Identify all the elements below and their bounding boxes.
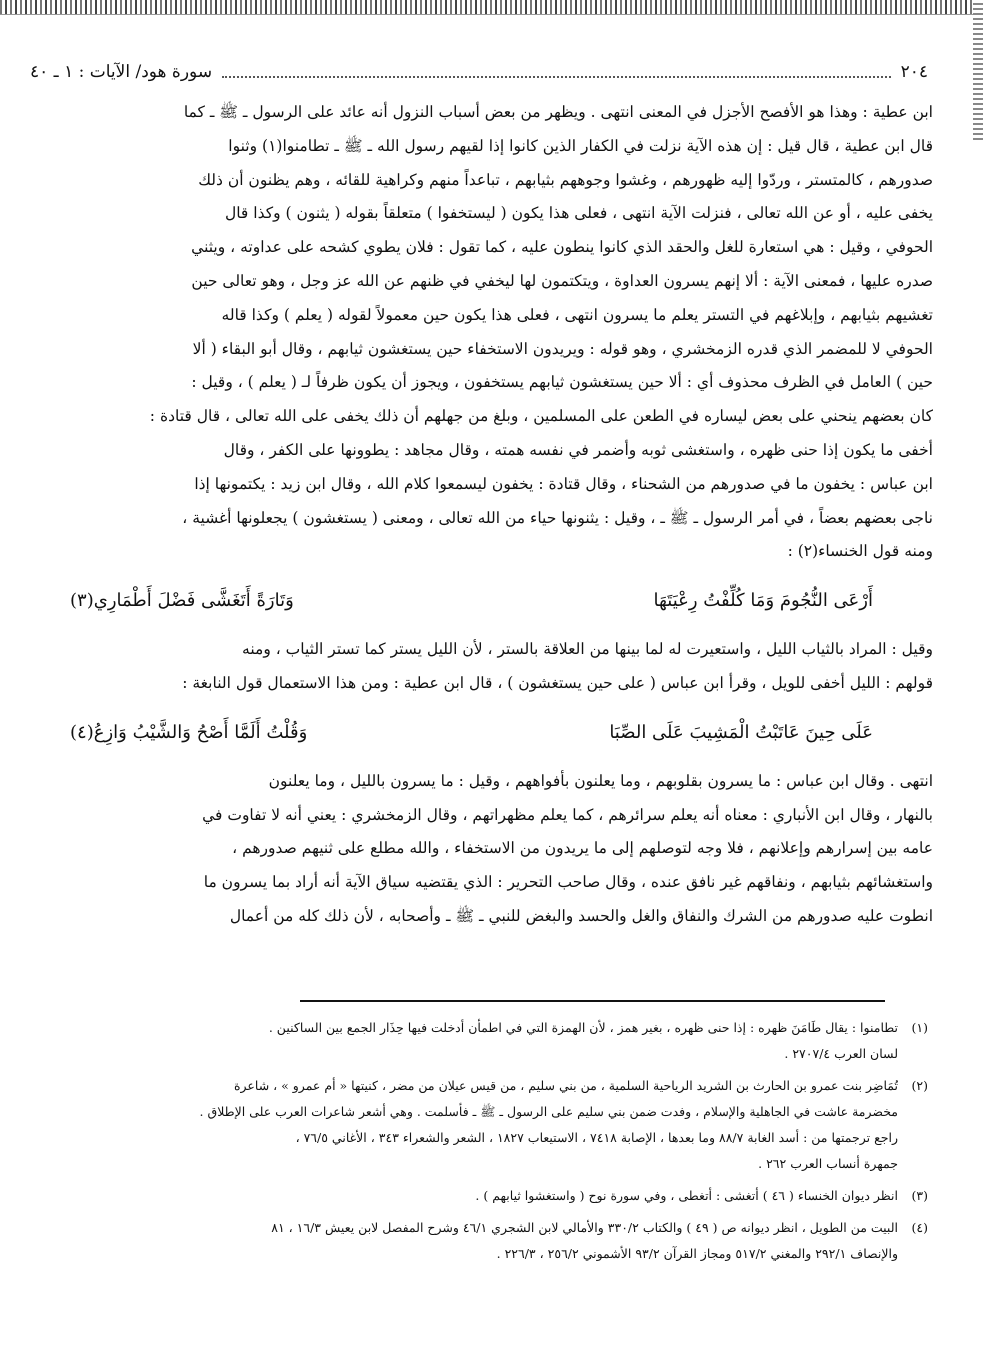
footnote-text	[30, 1015, 898, 1067]
verse-1	[30, 577, 933, 625]
page-header	[30, 58, 928, 86]
footnote-number: (٣)	[911, 1188, 928, 1203]
verse-1-second-hemistich: وَتَارَةً أَتَغَشَّى فَضْلَ أَطْمَارِي(٣)	[70, 590, 294, 612]
footnote	[30, 1073, 928, 1177]
text-line: واستغشائهم بثيابهم ، ونفاقهم غير نافق عنده ، وقال صاحب التحرير : الذي يقتضيه سياق الآية أنه أراد بما يسرون ما	[203, 873, 933, 892]
text-line: ابن عباس : يخفون ما في صدورهم من الشحناء ، وقال قتادة : يخفون ليسمعوا كلام الله ، وقال ابن زيد : يكتمونها إذا	[194, 474, 933, 493]
footnote-number: (٤)	[911, 1220, 928, 1235]
footnote-text	[30, 1215, 898, 1267]
text-line: الحوفي لا للمضمر الذي قدره الزمخشري ، وهو قوله : ويريدون الاستخفاء حين يستغشون ثيابهم ، وقال أبو البقاء ( ألا	[192, 339, 933, 358]
text-line: انطوت عليه صدورهم من الشرك والنفاق والغل والحسد والبغض للنبي ـ ﷺ ـ وأصحابه ، لأن ذلك كله من أعمال	[229, 906, 933, 925]
paragraph-2	[30, 633, 933, 701]
verse-2-first-hemistich: عَلَى حِينَ عَاتَبْتُ الْمَشِيبَ عَلَى الصِّبَا	[609, 721, 873, 743]
footnote-line: راجع ترجمتها من : أسد الغابة ٨٨/٧ وما بعدها ، الإصابة ٧٤١٨ ، الاستيعاب ١٨٢٧ ، الشعر والشعراء ٣٤٣ ، الأغاني ٧٦/٥ ،	[295, 1130, 898, 1145]
ornamental-top-border	[0, 0, 983, 15]
text-line: الحوفي ، وقيل : هي استعارة للغل والحقد الذي كانوا ينطون عليه ، كما تقول : فلان يطوي كشحه على عداوته ، ويثني	[191, 238, 933, 257]
footnote-line: جمهرة أنساب العرب ٢٦٢ .	[758, 1156, 898, 1171]
paragraph-3	[30, 765, 933, 934]
footnote-text	[30, 1073, 898, 1177]
text-line: قولهم : الليل أخفى للويل ، وقرأ ابن عباس ( على حين يستغشون ) ، قال ابن عطية : ومن هذا الاستعمال قول النابغة :	[182, 673, 933, 692]
main-text	[30, 96, 933, 934]
text-line: أخفى ما يكون إذا حنى ظهره ، واستغشى ثوبه وأضمر في نفسه همته ، وقال مجاهد : يطوونها على الكفر ، وقال	[223, 440, 933, 459]
text-line: حين ) العامل في الظرف محذوف أي : ألا حين يستغشون ثيابهم يستخفون ، ويجوز أن يكون ظرفاً لـ ( يعلم ) ، وقيل :	[191, 373, 933, 392]
text-line: ومنه قول الخنساء(٢) :	[787, 542, 933, 561]
text-line: ابن عطية : وهذا هو الأفصح الأجزل في المعنى انتهى . ويظهر من بعض أسباب النزول أنه عائد على الرسول ـ ﷺ ـ كما	[183, 103, 933, 121]
ornamental-side-border	[973, 0, 983, 140]
verse-1-first-hemistich: أَرْعَى النُّجُومَ وَمَا كُلِّفْتُ رِعْيَتَهَا	[653, 590, 873, 612]
footnote	[30, 1215, 928, 1267]
footnote-separator	[300, 1000, 885, 1002]
running-title: سورة هود/ الآيات : ١ ـ ٤٠	[30, 62, 213, 82]
text-line: قال ابن عطية ، قال قيل : إن هذه الآية نزلت في الكفار الذين كانوا إذا لقيهم رسول الله ـ ﷺ ـ تطامنوا(١) وثنوا	[228, 136, 933, 155]
text-line: انتهى . وقال ابن عباس : ما يسرون بقلوبهم ، وما يعلنون بأفواههم ، وقيل : ما يسرون بالليل ، وما يعلنون	[268, 771, 933, 790]
footnote-text	[30, 1183, 898, 1209]
text-line: وقيل : المراد بالثياب الليل ، واستعيرت له لما بينها من العلاقة بالستر ، لأن الليل يستر كما تستر الثياب ، ومنه	[242, 640, 933, 659]
page-number: ٢٠٤	[900, 62, 928, 82]
footnote-line: والإنصاف ٢٩٢/١ والمغني ٥١٧/٢ ومجاز القرآن ٩٣/٢ الأشموني ٢٥٦/٢ ، ٢٢٦/٣ .	[496, 1246, 898, 1261]
footnote-number: (٢)	[911, 1078, 928, 1093]
text-line: تغشيهم بثيابهم ، وإبلاغهم في التستر يعلم ما يسرون انتهى ، فعلى هذا يكون حين معمولاً لقوله ( يعلم ) وكذا قاله	[221, 305, 933, 324]
footnote-line: تُمَاضِر بنت عمرو بن الحارث بن الشريد الرياحية السلمية ، من بني سليم ، من قيس عيلان من مضر ، كنيتها « أم عمرو » ، شاعرة	[233, 1078, 898, 1093]
footnotes	[30, 1015, 928, 1273]
footnote-line: البيت من الطويل ، انظر ديوانه ص ( ٤٩ ) والكتاب ٣٣٠/٢ والأمالي لابن الشجري ٤٦/١ وشرح المفصل لابن يعيش ١٦/٣ ، ٨١	[271, 1220, 898, 1235]
footnote-line: تطامنوا : يقال طَامَنَ ظهره : إذا حنى ظهره ، بغير همز ، لأن الهمزة التي في اطمأن أدخلت فيها حِذَار الجمع بين الساكنين .	[268, 1020, 898, 1035]
verse-2	[30, 709, 933, 757]
text-line: عامه بين إسرارهم وإعلانهم ، فلا وجه لتوصلهم إلى ما يريدون من الاستخفاء ، والله مطلع على ثنيهم صدورهم ،	[232, 839, 933, 858]
text-line: صدره عليها ، فمعنى الآية : ألا إنهم يسرون العداوة ، ويتكتمون لها ليخفي في ظنهم عن الله عز وجل ، وهو تعالى حين	[191, 271, 933, 290]
text-line: كان بعضهم ينحني على بعض ليساره في الطعن على المسلمين ، وبلغ من جهلهم أن ذلك يخفى على الله تعالى ، قال قتادة :	[149, 407, 933, 426]
verse-2-second-hemistich: وَقُلْتُ أَلَمَّا أَصْحُ وَالشَّيْبُ وَازِعُ(٤)	[70, 721, 308, 743]
paragraph-1	[30, 96, 933, 569]
footnote	[30, 1015, 928, 1067]
footnote-line: مخضرمة عاشت في الجاهلية والإسلام ، وفدت ضمن بني سليم على الرسول ـ ﷺ ـ فأسلمت . وهي أشعر شاعرات العرب على الإطلاق .	[199, 1104, 898, 1119]
footnote	[30, 1183, 928, 1209]
footnote-line: انظر ديوان الخنساء ( ٤٦ ) أتغشى : أتغطى ، وفي سورة نوح ( واستغشوا ثيابهم ) .	[475, 1188, 898, 1203]
text-line: يخفى عليه ، أو عن الله تعالى ، فنزلت الآية انتهى ، فعلى هذا يكون ( ليستخفوا ) متعلقاً بقوله ( يثنون ) وكذا قال	[224, 204, 933, 223]
footnote-number: (١)	[911, 1020, 928, 1035]
text-line: ناجى بعضهم بعضاً ، في أمر الرسول ـ ﷺ ـ ، وقيل : يثنونها حياء من الله تعالى ، ومعنى ( يستغشون ) يجعلونها أغشية ،	[182, 508, 933, 527]
header-dotted-leader	[222, 66, 891, 78]
text-line: صدورهم ، كالمتستر ، وردّوا إليه ظهورهم ، وغشوا وجوههم بثيابهم ، تباعداً منهم وكراهية للقائه ، وهم يظنون أن ذلك	[198, 170, 933, 189]
text-line: بالنهار ، وقال ابن الأنباري : معناه أنه يعلم سرائرهم ، كما يعلم مظهراتهم ، وقال الزمخشري : يعني أنه لا تفاوت في	[202, 805, 933, 824]
footnote-line: لسان العرب ٢٧٠٧/٤ .	[784, 1046, 898, 1061]
